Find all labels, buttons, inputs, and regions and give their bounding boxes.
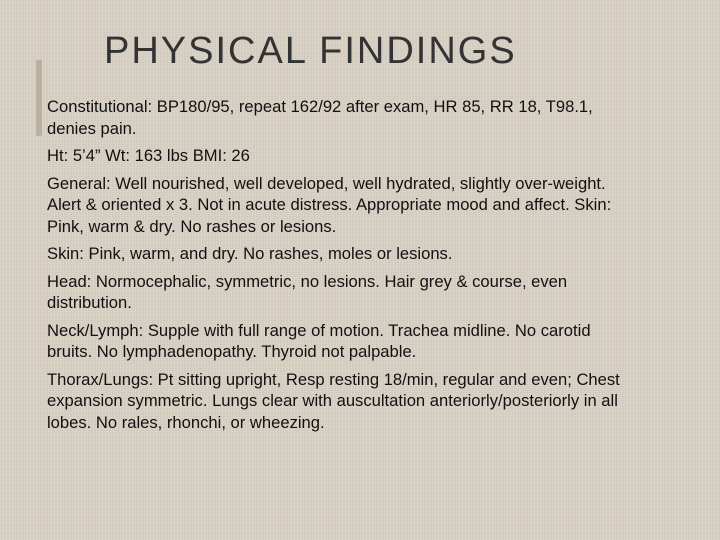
finding-neck-lymph: Neck/Lymph: Supple with full range of motion. Trachea midline. No carotid bruits. No lymphadenopathy. Thyroid not palpable. (47, 320, 591, 361)
slide-title: PHYSICAL FINDINGS (104, 30, 517, 72)
finding-height-weight: Ht: 5’4” Wt: 163 lbs BMI: 26 (47, 146, 250, 165)
finding-constitutional: Constitutional: BP180/95, repeat 162/92 after exam, HR 85, RR 18, T98.1, denies pain. (47, 97, 593, 138)
title-accent-bar (36, 60, 42, 136)
finding-general: General: Well nourished, well developed, well hydrated, slightly over-weight. Alert & oriented x 3. Not in acute distress. Appropriate mood and affect. Skin: Pink, warm & dry. No rashes or lesions. (47, 173, 612, 236)
finding-thorax-lungs: Thorax/Lungs: Pt sitting upright, Resp resting 18/min, regular and even; Chest expansion symmetric. Lungs clear with auscultation anteriorly/posteriorly in all lobes. No rales, rhonchi, or wheezing. (47, 369, 620, 432)
findings-list (47, 96, 637, 439)
finding-head: Head: Normocephalic, symmetric, no lesions. Hair grey & course, even distribution. (47, 271, 568, 312)
finding-skin: Skin: Pink, warm, and dry. No rashes, moles or lesions. (47, 244, 453, 263)
